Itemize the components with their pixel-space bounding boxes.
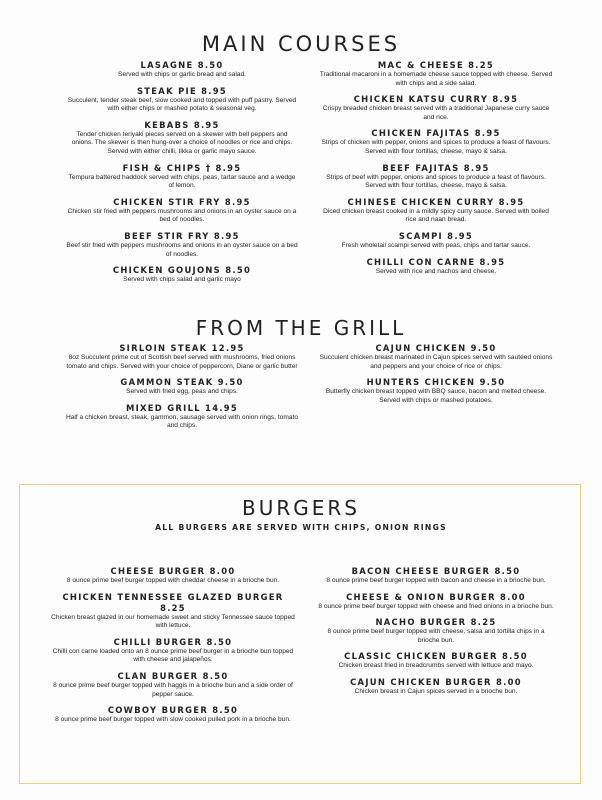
burgers-title: BURGERS [242, 496, 360, 520]
menu-item-name: CHICKEN GOUJONS 8.50 [112, 265, 252, 276]
menu-item-name: CAJUN CHICKEN BURGER 8.00 [350, 676, 522, 687]
menu-item-description: Served with chips salad and garlic mayo [123, 276, 241, 284]
menu-item-name: SIRLOIN STEAK 12.95 [119, 343, 245, 353]
menu-item-name: BACON CHEESE BURGER 8.50 [351, 566, 521, 576]
menu-item-description: Chicken stir fried with peppers mushrooms and onions in an oyster sauce on a bed of noodles. [67, 207, 297, 224]
menu-item-name: CHILLI BURGER 8.50 [113, 636, 233, 647]
menu-item-description: 8 ounce prime beef burger topped with bacon and cheese in a brioche bun. [326, 577, 546, 584]
menu-item [66, 86, 298, 114]
menu-item-name: NACHO BURGER 8.25 [375, 617, 497, 628]
menu-item-name: COWBOY BURGER 8.50 [107, 705, 239, 716]
menu-item-name: SCAMPI 8.95 [398, 230, 474, 241]
grill-left-column [66, 343, 298, 431]
menu-item-description: Crispy breaded chicken breast served with a traditional Japanese curry sauce and rice. [322, 105, 550, 121]
menu-item [318, 94, 554, 122]
menu-item [48, 566, 298, 586]
grill-title: FROM THE GRILL [195, 316, 407, 340]
menu-item [66, 60, 298, 80]
menu-item-name: GAMMON STEAK 9.50 [120, 377, 244, 388]
menu-item-name: CHICKEN KATSU CURRY 8.95 [353, 94, 519, 105]
menu-item-description: Chicken breast glazed in our homemade sweet and sticky Tennessee sauce topped with lettuce. [51, 613, 295, 630]
menu-item-description: Tender chicken teriyaki pieces served on a skewer with bell peppers and onions. The skewer is then hung-over a choice of noodles or rice and chips. Served with either chilli, tikka or garlic mayo sauce. [71, 130, 293, 155]
menu-item-description: Served with chips or garlic bread and salad. [118, 71, 246, 78]
menu-item [66, 163, 298, 191]
menu-item-description: Traditional macaroni in a homemade cheese sauce topped with cheese. Served with chips and a side salad. [319, 71, 553, 87]
menu-item-name: MIXED GRILL 14.95 [125, 402, 239, 413]
grill-right-column [318, 343, 554, 405]
menu-item-description: Succulent, tender steak beef, slow cooked and topped with puff pastry. Served with either chips or mashed potato & seasonal veg. [67, 96, 297, 113]
menu-item-name: CHILLI CON CARNE 8.95 [366, 256, 506, 267]
menu-item-name: KEBABS 8.95 [144, 119, 220, 130]
menu-item-description: Served with rice and nachos and cheese. [375, 267, 497, 275]
menu-item [318, 343, 554, 371]
burgers-left-column [48, 566, 298, 725]
menu-item [318, 677, 554, 697]
menu-item-description: 8 ounce prime beef burger topped with cheese, salsa and tortilla chips in a brioche bun. [327, 628, 545, 644]
menu-item-name: CLASSIC CHICKEN BURGER 8.50 [344, 651, 528, 662]
menu-item-description: Chilli con carne loaded onto an 8 ounce prime beef burger in a brioche bun topped with cheese and jalapeños. [52, 647, 294, 664]
menu-item [318, 257, 554, 277]
main-courses-right-column [318, 60, 554, 276]
menu-item-name: CHICKEN FAJITAS 8.95 [371, 128, 501, 139]
burgers-right-column [318, 566, 554, 697]
menu-item [66, 265, 298, 285]
menu-item-description: 8oz Succulent prime cut of Scottish beef served with mushrooms, fried onions tomato and chips. Served with your choice of peppercorn, Diane or garlic butter [66, 354, 298, 370]
menu-item [66, 343, 298, 371]
main-courses-left-column [66, 60, 298, 285]
menu-item-description: Chicken breast in Cajun spices served in a brioche bun. [354, 687, 518, 695]
menu-item [318, 566, 554, 586]
menu-item [318, 197, 554, 225]
menu-item-description: Strips of beef with pepper, onions and spices to produce a feast of flavours. Served with flour tortillas, cheese, mayo & salsa. [326, 173, 546, 190]
menu-item-name: BEEF STIR FRY 8.95 [124, 230, 240, 241]
burgers-subtitle: ALL BURGERS ARE SERVED WITH CHIPS, ONION RINGS [155, 523, 447, 532]
menu-item-description: 8 ounce prime beef burger topped with cheddar cheese in a brioche bun. [66, 577, 280, 584]
main-courses-title: MAIN COURSES [201, 32, 401, 56]
menu-item-description: Served with fried egg, peas and chips. [126, 388, 238, 396]
menu-item [48, 637, 298, 665]
menu-item [66, 377, 298, 397]
menu-item-description: 8 ounce prime beef burger topped with slow cooked pulled pork in a brioche bun. [55, 716, 291, 724]
menu-item-name: CHEESE BURGER 8.00 [110, 566, 236, 576]
menu-item [318, 617, 554, 645]
menu-item [66, 231, 298, 259]
menu-item-description: Beef stir fried with peppers mushrooms and onions in an oyster sauce on a bed of noodles. [66, 241, 298, 258]
menu-item [318, 163, 554, 191]
menu-item-name: CLAN BURGER 8.50 [117, 670, 229, 681]
menu-item [318, 231, 554, 251]
menu-item [48, 671, 298, 699]
menu-item-name: CHEESE & ONION BURGER 8.00 [346, 591, 526, 602]
menu-item [66, 403, 298, 431]
menu-item-description: Strips of chicken with pepper, onions and spices to produce a feast of flavours. Served with flour tortillas, cheese, mayo & salsa. [321, 139, 551, 155]
menu-item [318, 592, 554, 612]
menu-item [48, 705, 298, 725]
menu-item-name: BEEF FAJITAS 8.95 [382, 162, 490, 173]
menu-item-name: STEAK PIE 8.95 [136, 85, 228, 96]
menu-item-name: FISH & CHIPS † 8.95 [122, 162, 242, 173]
menu-item-description: Succulent chicken breast marinated in Cajun spices served with sautéed onions and peppers and your choice of rice or chips. [319, 354, 553, 370]
menu-item-description: 8 ounce prime beef burger topped with cheese and fried onions in a brioche bun. [318, 602, 554, 610]
menu-item [318, 128, 554, 156]
menu-item-name: CHICKEN STIR FRY 8.95 [113, 196, 251, 207]
menu-item [66, 120, 298, 157]
menu-item [66, 197, 298, 225]
menu-item [318, 651, 554, 671]
menu-item-description: 8 ounce prime beef burger topped with haggis in a brioche bun and a side order of pepper sauce. [53, 681, 293, 698]
menu-item-name: CHINESE CHICKEN CURRY 8.95 [347, 196, 525, 207]
menu-item-name: CHICKEN TENNESSEE GLAZED BURGER 8.25 [62, 591, 284, 613]
menu-item-name: HUNTERS CHICKEN 9.50 [366, 377, 506, 388]
menu-item-description: Diced chicken breast cooked in a mildly spicy curry sauce. Served with boiled rice and naan bread. [323, 207, 549, 224]
menu-item-description: Half a chicken breast, steak, gammon, sausage served with onion rings, tomato and chips. [66, 413, 298, 430]
menu-item [48, 592, 298, 631]
menu-item-name: MAC & CHEESE 8.25 [377, 60, 495, 70]
menu-item-description: Tempura battered haddock served with chips, peas, tartar sauce and a wedge of lemon. [68, 173, 296, 190]
menu-item-name: LASAGNE 8.50 [140, 60, 224, 70]
menu-item [318, 60, 554, 88]
menu-item [318, 377, 554, 405]
menu-item-name: CAJUN CHICKEN 9.50 [375, 343, 497, 353]
menu-item-description: Fresh wholetail scampi served with peas, chips and tartar sauce. [341, 241, 531, 249]
menu-item-description: Chicken breast fried in breadcrumbs served with lettuce and mayo. [338, 662, 534, 670]
menu-item-description: Butterfly chicken breast topped with BBQ sauce, bacon and melted cheese. Served with chips or mashed potatoes. [325, 388, 547, 404]
